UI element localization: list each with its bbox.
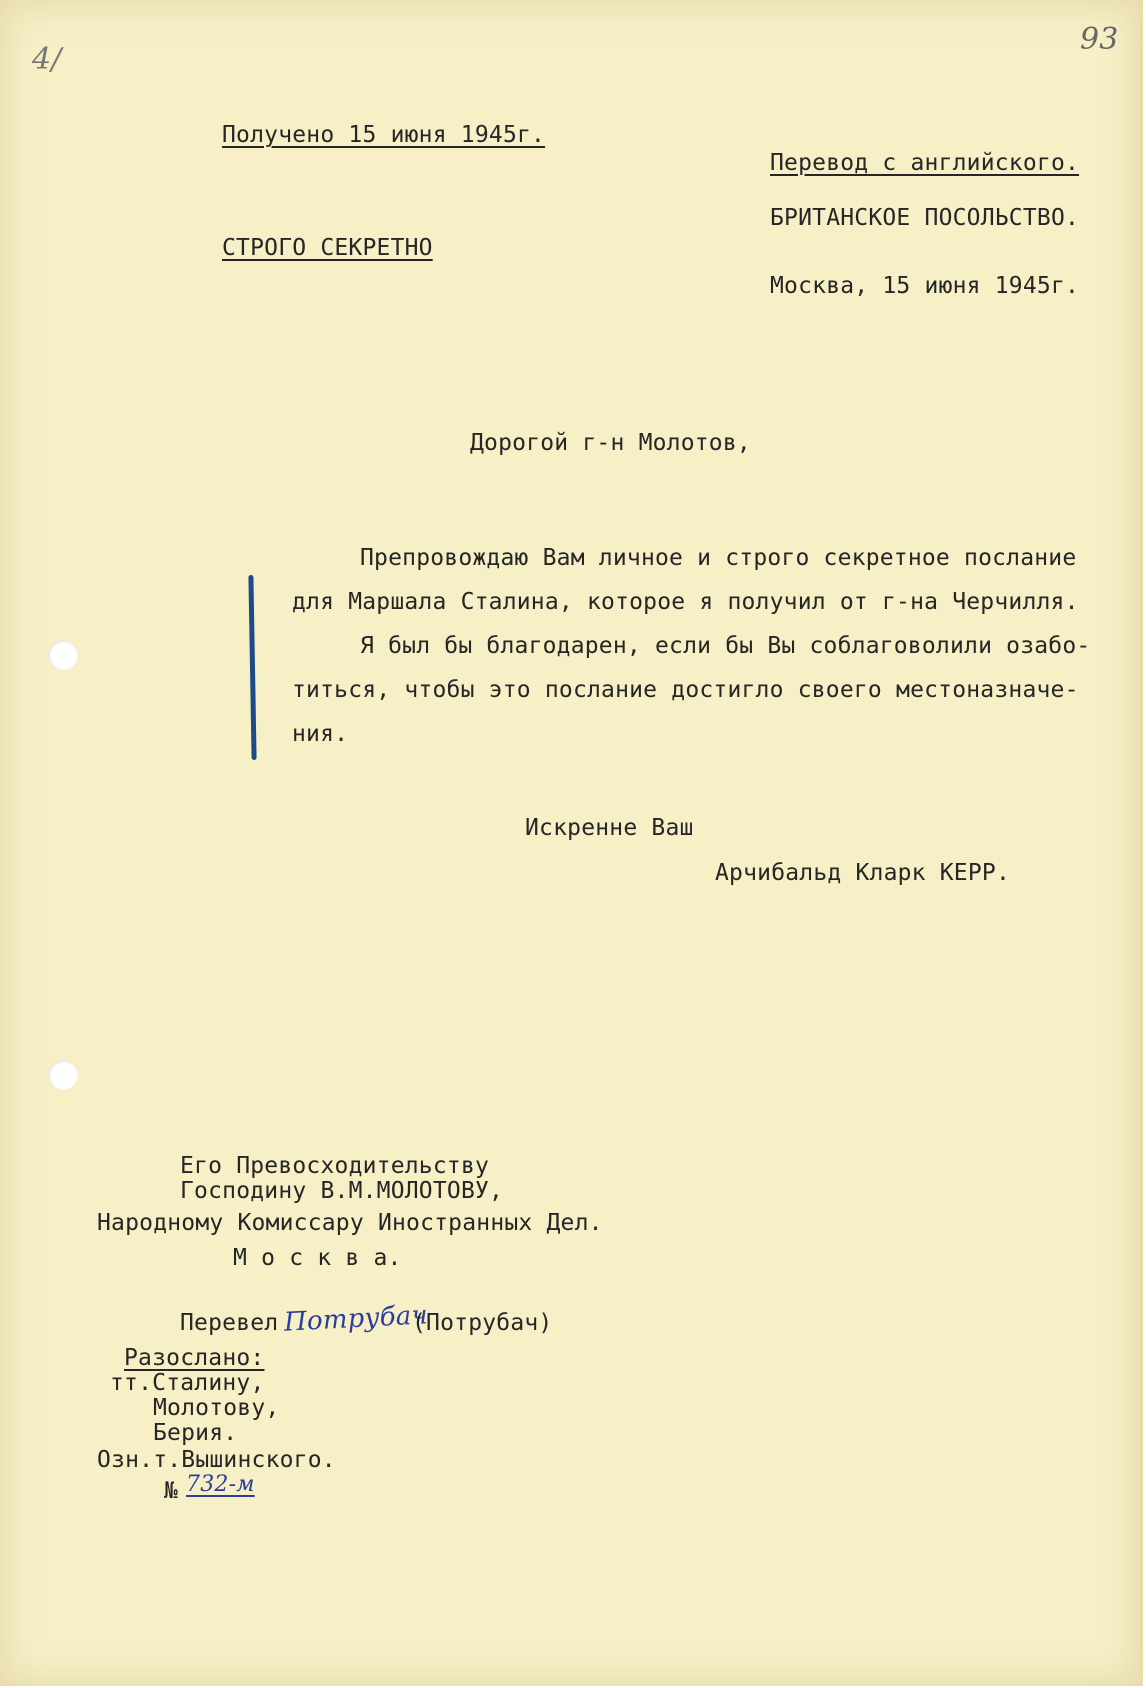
body-line: Я был бы благодарен, если бы Вы соблаговолили озабо-: [360, 633, 1091, 659]
margin-ink-line: [248, 575, 256, 760]
corner-mark: 4/: [32, 42, 62, 77]
addressee-city: М о с к в а.: [233, 1245, 402, 1271]
punch-hole-top: [48, 640, 78, 670]
addressee-line: Его Превосходительству: [180, 1153, 490, 1179]
signature: Арчибальд Кларк КЕРР.: [715, 860, 1010, 886]
distribution-item: Молотову,: [153, 1395, 280, 1421]
body-line: ния.: [292, 721, 349, 747]
punch-hole-bottom: [48, 1060, 78, 1090]
distribution-item: Озн.т.Вышинского.: [97, 1447, 336, 1473]
distribution-label: Разослано:: [124, 1345, 265, 1371]
addressee-line: Господину В.М.МОЛОТОВУ,: [180, 1178, 504, 1204]
translator-signature: Потрубач: [283, 1300, 429, 1338]
body-line: для Маршала Сталина, которое я получил от г-на Черчилля.: [292, 589, 1079, 615]
distribution-item: тт.Сталину,: [110, 1370, 265, 1396]
page-number: 93: [1080, 22, 1119, 57]
received-stamp: Получено 15 июня 1945г.: [222, 122, 546, 148]
place-date: Москва, 15 июня 1945г.: [770, 273, 1080, 299]
document-number: 732-м: [186, 1472, 255, 1497]
translator-label: Перевел: [180, 1310, 279, 1336]
body-line: Препровождаю Вам личное и строго секретное послание: [360, 545, 1077, 571]
distribution-item: Берия.: [153, 1420, 238, 1446]
addressee-line: Народному Комиссару Иностранных Дел.: [97, 1210, 603, 1236]
translator-name: (Потрубач): [412, 1310, 553, 1336]
embassy-header: БРИТАНСКОЕ ПОСОЛЬСТВО.: [770, 205, 1080, 231]
closing: Искренне Ваш: [525, 815, 694, 841]
translation-note: Перевод с английского.: [770, 150, 1080, 176]
number-label: №: [164, 1478, 179, 1504]
salutation: Дорогой г-н Молотов,: [470, 430, 751, 456]
body-line: титься, чтобы это послание достигло своего местоназначе-: [292, 677, 1079, 703]
classification: СТРОГО СЕКРЕТНО: [222, 235, 433, 261]
